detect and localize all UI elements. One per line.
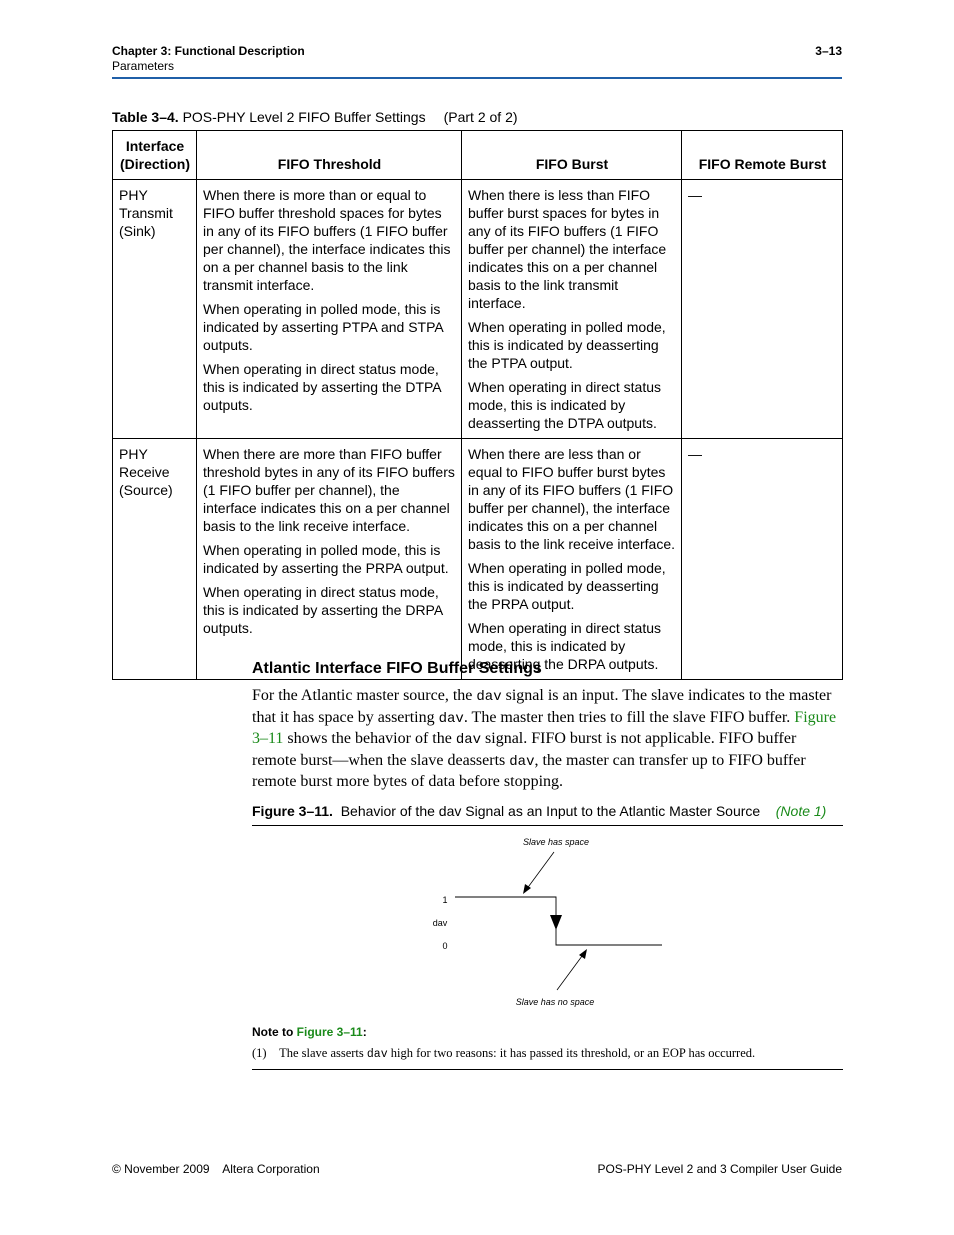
body-paragraph	[252, 686, 844, 792]
level-low-label: 0	[442, 941, 448, 951]
para-text: shows the behavior of the	[283, 730, 456, 747]
table-caption-label: Table 3–4.	[112, 109, 179, 125]
cell-threshold	[197, 439, 462, 680]
table-caption-text: POS-PHY Level 2 FIFO Buffer Settings	[182, 109, 426, 125]
dav-timing-diagram	[252, 826, 844, 1024]
level-high-label: 1	[442, 895, 448, 905]
para-text: , the master can transfer up to FIFO buffer remote burst more bytes of data before stopping.	[252, 751, 806, 790]
cell-threshold	[197, 180, 462, 439]
section-heading: Atlantic Interface FIFO Buffer Settings	[252, 660, 542, 677]
figure-title: Behavior of the dav Signal as an Input to the Atlantic Master Source	[340, 803, 761, 819]
cell-paragraph: When operating in polled mode, this is indicated by asserting the PRPA output.	[203, 542, 449, 576]
cell-paragraph: When there is less than FIFO buffer burst spaces for bytes in any of its FIFO buffers (1 FIFO buffer per channel) the interface indicates this on a per channel basis to the link transmit interface.	[468, 187, 667, 311]
para-text: signal. FIFO burst is not applicable. FIFO buffer remote burst—when the slave deasserts	[252, 730, 797, 769]
cell-paragraph: When operating in direct status mode, this is indicated by deasserting the DTPA outputs.	[468, 379, 661, 431]
figure-note-1	[252, 1046, 844, 1061]
code-dav: dav	[455, 732, 482, 748]
arrow-line-no-space	[557, 952, 585, 990]
note-number: (1)	[252, 1046, 267, 1060]
notes-figure-link[interactable]: Figure 3–11	[296, 1025, 363, 1039]
cell-burst	[462, 439, 682, 680]
page-number: 3–13	[815, 44, 842, 58]
note-text: The slave asserts	[279, 1046, 367, 1060]
code-dav: dav	[438, 710, 464, 727]
cell-paragraph: When there are less than or equal to FIFO buffer burst bytes in any of its FIFO buffers (1 FIFO buffer per channel), the interface indicates this on a per channel basis to the link receive interface.	[468, 446, 675, 552]
table-row	[113, 439, 843, 680]
notes-heading-colon: :	[362, 1025, 367, 1039]
cell-paragraph: When operating in polled mode, this is indicated by deasserting the PRPA output.	[468, 560, 666, 612]
cell-remote-burst: —	[682, 180, 843, 439]
fifo-settings-table	[112, 130, 843, 680]
running-header-section: Parameters	[112, 59, 175, 73]
col-header-threshold: FIFO Threshold	[197, 131, 462, 180]
figure-note-link[interactable]: (Note 1)	[775, 803, 827, 819]
figure-label: Figure 3–11.	[252, 803, 333, 819]
cell-remote-burst: —	[682, 439, 843, 680]
table-header-row	[113, 131, 843, 180]
cell-paragraph: When operating in direct status mode, this is indicated by asserting the DRPA outputs.	[203, 584, 443, 636]
running-header-chapter: Chapter 3: Functional Description	[112, 44, 305, 58]
cell-paragraph: When operating in polled mode, this is indicated by asserting PTPA and STPA outputs.	[203, 301, 443, 353]
code-dav: dav	[476, 689, 502, 705]
note-text: high for two reasons: it has passed its threshold, or an EOP has occurred.	[387, 1046, 756, 1060]
col-header-burst: FIFO Burst	[462, 131, 682, 180]
header-rule	[112, 77, 842, 79]
table-row	[113, 180, 843, 439]
para-text: . The master then tries to fill the slave FIFO buffer.	[463, 708, 795, 726]
cell-paragraph: When operating in direct status mode, this is indicated by deasserting the DRPA outputs.	[468, 620, 661, 672]
para-text: signal is an input. The slave indicates to the master that it has space by asserting	[252, 687, 832, 726]
cell-paragraph: When operating in direct status mode, this is indicated by asserting the DTPA outputs.	[203, 361, 441, 413]
figure-caption	[252, 803, 826, 819]
footer-guide-title: POS-PHY Level 2 and 3 Compiler User Guide	[597, 1162, 842, 1176]
label-slave-no-space: Slave has no space	[515, 997, 595, 1007]
arrow-line-has-space	[526, 852, 554, 890]
para-text: For the Atlantic master source, the	[252, 687, 477, 704]
figure-rule-bottom	[252, 1069, 843, 1070]
figure-notes-heading	[252, 1025, 367, 1039]
cell-paragraph: When operating in polled mode, this is indicated by deasserting the PTPA output.	[468, 319, 666, 371]
signal-name-label: dav	[432, 918, 448, 928]
col-header-remote-burst: FIFO Remote Burst	[682, 131, 843, 180]
cell-paragraph: When there are more than FIFO buffer threshold bytes in any of its FIFO buffers (1 FIFO buffer per channel), the interface indicates this on a per channel basis to the link receive interface.	[203, 446, 455, 534]
falling-edge-arrow	[550, 915, 562, 930]
cell-burst	[462, 180, 682, 439]
col-header-interface: Interface (Direction)	[113, 131, 197, 180]
arrowhead-no-space	[579, 949, 587, 959]
footer-copyright: © November 2009 Altera Corporation	[112, 1162, 320, 1176]
code-dav: dav	[366, 1048, 388, 1061]
notes-heading-text: Note to	[252, 1025, 297, 1039]
table-caption-part: (Part 2 of 2)	[443, 109, 518, 125]
cell-interface: PHY Receive (Source)	[113, 439, 197, 680]
cell-interface: PHY Transmit (Sink)	[113, 180, 197, 439]
code-dav: dav	[509, 753, 535, 770]
cell-paragraph: When there is more than or equal to FIFO buffer threshold spaces for bytes in any of its FIFO buffers (1 FIFO buffer per channel), the interface indicates this on a per channel basis to the link transmit interface.	[203, 187, 451, 293]
figure-link[interactable]: Figure 3–11	[252, 708, 837, 747]
label-slave-has-space: Slave has space	[522, 837, 590, 847]
table-caption	[112, 109, 518, 125]
